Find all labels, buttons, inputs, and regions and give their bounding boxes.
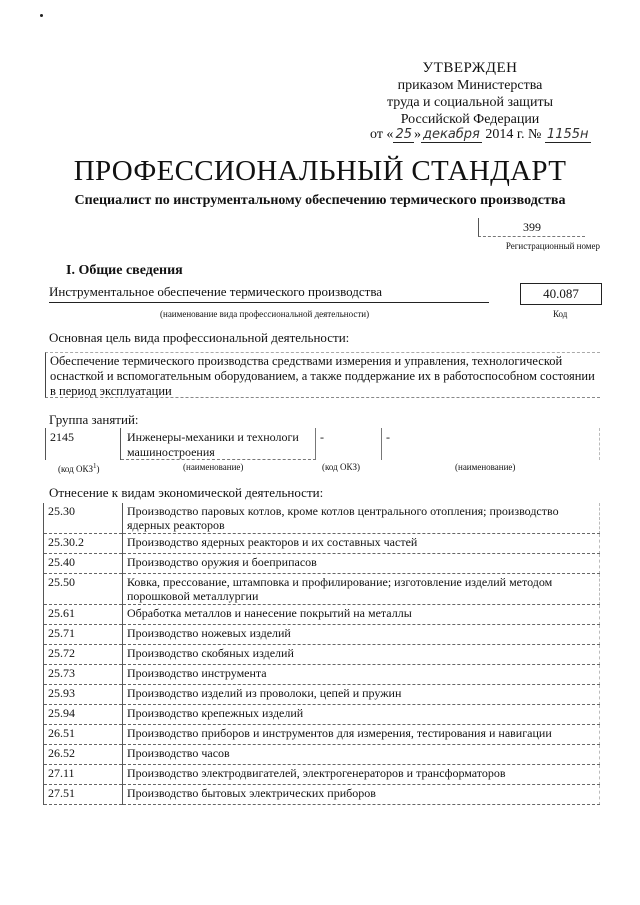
table-row: [44, 745, 600, 765]
code-caption: Код: [553, 309, 568, 319]
approval-line-3: труда и социальной защиты: [387, 95, 553, 110]
okved-code: 25.30: [44, 503, 123, 534]
table-row: [44, 665, 600, 685]
okved-name: Производство бытовых электрических приборов: [123, 785, 600, 805]
section-heading: I. Общие сведения: [66, 263, 183, 278]
okz-code-2: -: [316, 428, 382, 460]
document-title: ПРОФЕССИОНАЛЬНЫЙ СТАНДАРТ: [73, 155, 567, 187]
okved-name: Производство часов: [123, 745, 600, 765]
table-row: [44, 765, 600, 785]
okved-name: Производство приборов и инструментов для измерения, тестирования и навигации: [123, 725, 600, 745]
okved-code: 26.52: [44, 745, 123, 765]
okved-table: [43, 503, 600, 805]
okved-name: Производство паровых котлов, кроме котлов центрального отопления; производство ядерных реакторов: [123, 503, 600, 534]
occupation-group-label: Группа занятий:: [49, 412, 139, 427]
okved-label: Отнесение к видам экономической деятельности:: [49, 485, 324, 500]
okz-name-2: -: [382, 428, 600, 460]
okved-code: 25.61: [44, 605, 123, 625]
activity-code: 40.087: [520, 283, 602, 305]
okved-name: Обработка металлов и нанесение покрытий на металлы: [123, 605, 600, 625]
okz-code-caption: (код ОКЗ$^1$): [58, 462, 100, 474]
okved-code: 26.51: [44, 725, 123, 745]
table-row: [44, 705, 600, 725]
okved-code: 27.51: [44, 785, 123, 805]
okved-name: Производство ножевых изделий: [123, 625, 600, 645]
approval-heading: УТВЕРЖДЕН: [422, 60, 518, 76]
order-number: 1155н: [546, 127, 589, 142]
okved-name: Производство крепежных изделий: [123, 705, 600, 725]
okved-code: 25.71: [44, 625, 123, 645]
okved-name: Производство изделий из проволоки, цепей и пружин: [123, 685, 600, 705]
document-subtitle: Специалист по инструментальному обеспечению термического производства: [74, 193, 566, 208]
registration-label: Регистрационный номер: [505, 241, 600, 251]
okz-code2-caption: (код ОКЗ): [322, 462, 360, 472]
okved-name: Производство ядерных реакторов и их составных частей: [123, 534, 600, 554]
okz-name2-caption: (наименование): [455, 462, 516, 472]
order-month: декабря: [422, 127, 480, 142]
okz-name-caption: (наименование): [183, 462, 244, 472]
approval-line-4: Российской Федерации: [400, 112, 540, 127]
order-prefix: от «: [370, 127, 394, 142]
table-row: [44, 645, 600, 665]
okved-name: Производство скобяных изделий: [123, 645, 600, 665]
activity-caption: (наименование вида профессиональной деятельности): [160, 309, 370, 319]
purpose-label: Основная цель вида профессиональной деятельности:: [49, 330, 350, 345]
order-year: 2014 г. №: [485, 127, 542, 142]
okved-code: 25.73: [44, 665, 123, 685]
purpose-text: Обеспечение термического производства средствами измерения и управления, технологической оснасткой и вспомогательным оборудованием, а также поддержание их в работоспособном состоянии в период эксплуатации: [45, 352, 600, 398]
okved-name: Ковка, прессование, штамповка и профилирование; изготовление изделий методом порошковой металлургии: [123, 574, 600, 605]
table-row: [44, 725, 600, 745]
table-row: [44, 605, 600, 625]
table-row: [44, 685, 600, 705]
table-row: [44, 574, 600, 605]
registration-number: 399: [478, 218, 585, 237]
okved-code: 25.93: [44, 685, 123, 705]
okved-code: 25.50: [44, 574, 123, 605]
okved-code: 25.30.2: [44, 534, 123, 554]
okved-name: Производство инструмента: [123, 665, 600, 685]
okved-code: 27.11: [44, 765, 123, 785]
table-row: [44, 554, 600, 574]
okz-code-1: 2145: [45, 428, 121, 460]
okved-code: 25.94: [44, 705, 123, 725]
order-day: 25: [395, 127, 412, 142]
table-row: [44, 503, 600, 534]
approval-block: [350, 60, 590, 128]
okved-code: 25.72: [44, 645, 123, 665]
okved-name: Производство электродвигателей, электрогенераторов и трансформаторов: [123, 765, 600, 785]
table-row: [44, 785, 600, 805]
okved-code: 25.40: [44, 554, 123, 574]
table-row: [44, 625, 600, 645]
activity-name: Инструментальное обеспечение термического производства: [49, 284, 489, 303]
scan-speck: [40, 14, 43, 17]
okved-name: Производство оружия и боеприпасов: [123, 554, 600, 574]
table-row: [44, 534, 600, 554]
okz-name-1: Инженеры-механики и технологи машиностроения: [121, 428, 316, 460]
approval-line-2: приказом Министерства: [397, 78, 543, 93]
order-date-line: [370, 127, 591, 143]
order-quote: »: [413, 127, 421, 142]
